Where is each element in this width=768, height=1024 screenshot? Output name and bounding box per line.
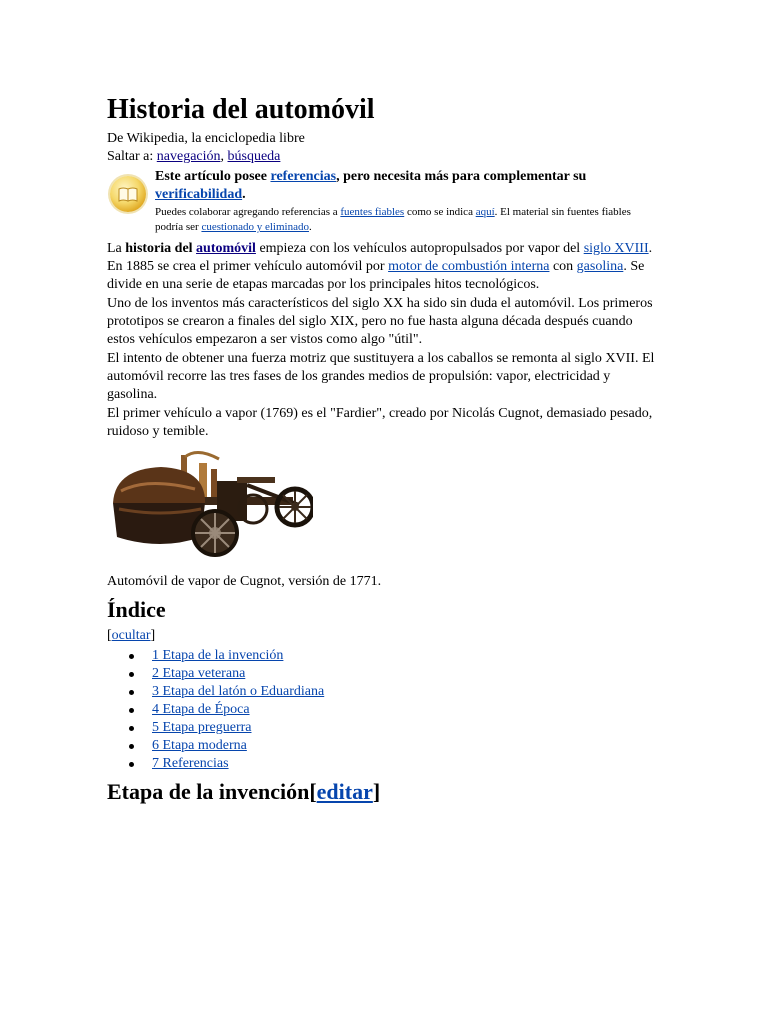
automovil-link[interactable]: automóvil xyxy=(196,241,256,256)
motor-combustion-link[interactable]: motor de combustión interna xyxy=(388,259,550,274)
cugnot-figure xyxy=(107,447,655,569)
paragraph-intro: La historia del automóvil empieza con los vehículos autopropulsados por vapor del siglo XVIII. En 1885 se crea el primer vehículo automóvil por motor de combustión interna con gasolina. Se divide en una serie de etapas marcadas por los principales hitos tecnológicos. xyxy=(107,241,653,292)
toc-item xyxy=(129,683,655,701)
referencias-link[interactable]: referencias xyxy=(270,169,337,184)
section-heading-invencion: Etapa de la invención[editar] xyxy=(107,779,381,804)
jump-prefix: Saltar a: xyxy=(107,149,157,164)
paragraph-2: Uno de los inventos más característicos del siglo XX ha sido sin duda el automóvil. Los primeros prototipos se crearon a finales del siglo XIX, pero no fue hasta alguna década después cuando estos vehículos empezaron a ser vistos como algo "útil". xyxy=(107,296,653,347)
notice-title: Este artículo posee referencias, pero necesita más para complementar su verificabilidad. xyxy=(155,169,587,202)
book-badge-icon xyxy=(110,176,146,212)
toc-link-2[interactable]: 2 Etapa veterana xyxy=(152,666,246,681)
edit-section-link[interactable]: editar xyxy=(316,779,373,804)
siglo-xviii-link[interactable]: siglo XVIII xyxy=(583,241,649,256)
toc-link-4[interactable]: 4 Etapa de Época xyxy=(152,702,250,717)
jump-links xyxy=(107,148,655,166)
toc-link-7[interactable]: 7 Referencias xyxy=(152,756,229,771)
jump-navigation-link[interactable]: navegación xyxy=(156,149,221,164)
toc-item xyxy=(129,755,655,773)
toc-link-3[interactable]: 3 Etapa del latón o Eduardiana xyxy=(152,684,325,699)
toc-title: Índice xyxy=(107,597,166,622)
article-content xyxy=(107,94,655,805)
cugnot-steam-car-image xyxy=(107,447,313,563)
tagline: De Wikipedia, la enciclopedia libre xyxy=(107,131,305,146)
jump-search-link[interactable]: búsqueda xyxy=(227,149,281,164)
toc-hide-link[interactable]: ocultar xyxy=(111,628,151,643)
gasolina-link[interactable]: gasolina xyxy=(576,259,624,274)
toc-link-5[interactable]: 5 Etapa preguerra xyxy=(152,720,252,735)
references-notice xyxy=(107,168,655,235)
paragraph-3: El intento de obtener una fuerza motriz que sustituyera a los caballos se remonta al siglo XVII. El automóvil recorre las tres fases de los grandes medios de propulsión: vapor, electricidad y gasolina. xyxy=(107,351,655,402)
toc-item xyxy=(129,737,655,755)
verificabilidad-link[interactable]: verificabilidad xyxy=(155,187,243,202)
paragraph-4: El primer vehículo a vapor (1769) es el "Fardier", creado por Nicolás Cugnot, demasiado pesado, ruidoso y temible. xyxy=(107,406,653,439)
toc-link-1[interactable]: 1 Etapa de la invención xyxy=(152,648,284,663)
toc-item xyxy=(129,719,655,737)
notice-body: Puedes colaborar agregando referencias a fuentes fiables como se indica aquí. El material sin fuentes fiables podría ser cuestionado y eliminado. xyxy=(155,206,631,233)
figure-caption: Automóvil de vapor de Cugnot, versión de 1771. xyxy=(107,574,382,589)
aqui-link[interactable]: aquí xyxy=(475,206,495,218)
toc-toggle: [ocultar] xyxy=(107,628,156,643)
jump-separator: , xyxy=(220,149,228,164)
toc-item xyxy=(129,647,655,665)
toc-item xyxy=(129,665,655,683)
toc-item xyxy=(129,701,655,719)
page-title: Historia del automóvil xyxy=(107,94,375,125)
toc-list xyxy=(107,647,655,773)
cuestionado-link[interactable]: cuestionado y eliminado xyxy=(201,221,309,233)
toc-link-6[interactable]: 6 Etapa moderna xyxy=(152,738,247,753)
fuentes-fiables-link[interactable]: fuentes fiables xyxy=(340,206,405,218)
